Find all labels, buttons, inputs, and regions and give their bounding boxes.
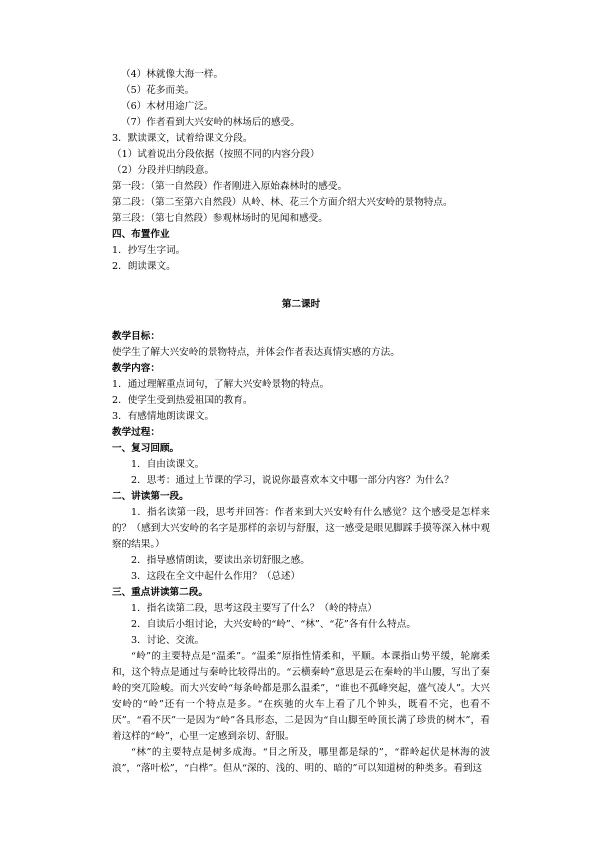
- text-line: 2．自读后小组讨论，大兴安岭的“岭”、“林”、“花”各有什么特点。: [131, 619, 416, 630]
- section-heading: 教学目标：: [112, 331, 160, 342]
- lesson-title: 第二课时: [281, 299, 321, 310]
- document-body: [112, 67, 490, 777]
- text-line: 2．思考：通过上节课的学习，说说你最喜欢本文中哪一部分内容？为什么？: [131, 475, 454, 486]
- paragraph: “林”的主要特点是树多成海。“目之所及，哪里都是绿的”，“群岭起伏是林海的波浪”，“落叶松”，“白桦”。但从“深的、浅的、明的、暗的”可以知道树的种类多。看到这: [112, 747, 490, 774]
- section-heading: 三、重点讲读第二段。: [112, 587, 208, 598]
- text-line: （7）作者看到大兴安岭的林场后的感受。: [121, 117, 300, 128]
- text-line: （5）花多而美。: [121, 85, 195, 96]
- section-heading: 教学内容：: [112, 363, 160, 374]
- text-line: 2．朗读课文。: [112, 261, 176, 272]
- text-line: 2．使学生受到热爱祖国的教育。: [112, 395, 253, 406]
- text-line: （1）试着说出分段依据（按照不同的内容分段）: [112, 149, 320, 160]
- text-line: 第二段：（第二至第六自然段）从岭、林、花三个方面介绍大兴安岭的景物特点。: [112, 197, 453, 208]
- text-line: （2）分段并归纳段意。: [112, 165, 215, 176]
- text-line: （6）木材用途广泛。: [121, 101, 214, 112]
- section-heading: 教学过程：: [112, 427, 160, 438]
- section-heading: 二、讲读第一段。: [112, 491, 189, 502]
- text-line: 3．默读课文，试着给课文分段。: [112, 133, 253, 144]
- text-line: 3．讨论、交流。: [131, 635, 205, 646]
- paragraph: “岭”的主要特点是“温柔”。“温柔”原指性情柔和，平顺。本课指山势平缓，轮廓柔和，这个特点是通过与秦岭比较得出的。“云横秦岭”意思是云在秦岭的半山腰，写出了秦岭的突兀险峻。而大兴安岭“每条岭都是那么温柔”，“谁也不孤峰突起，盛气凌人”。大兴安岭的“岭”还有一个特点是多。“在疾驰的火车上看了几个钟头，既看不完，也看不厌”。“看不厌”一是因为“岭”各具形态，二是因为“自山脚至岭顶长满了珍贵的树木”，看着这样的“岭”，心里一定感到亲切、舒服。: [112, 651, 490, 742]
- text-line: 3．有感情地朗读课文。: [112, 411, 215, 422]
- text-line: 使学生了解大兴安岭的景物特点，并体会作者表达真情实感的方法。: [112, 347, 400, 358]
- text-line: 3．这段在全文中起什么作用？（总述）: [131, 571, 301, 582]
- section-heading: 一、复习回顾。: [112, 443, 180, 454]
- text-line: （4）林就像大海一样。: [121, 69, 224, 80]
- text-line: 1．指名读第二段，思考这段主要写了什么？（岭的特点）: [131, 603, 377, 614]
- text-line: 1．抄写生字词。: [112, 245, 186, 256]
- text-line: 1．自由读课文。: [131, 459, 205, 470]
- section-heading: 四、布置作业: [112, 229, 170, 240]
- paragraph: 1．指名读第一段，思考并回答：作者来到大兴安岭有什么感觉？这个感受是怎样来的？（感到大兴安岭的名字是那样的亲切与舒服，这一感受是眼见脚踩手摸等深入林中观察的结果。）: [112, 507, 490, 550]
- text-line: 2．指导感情朗读，要读出亲切舒服之感。: [131, 555, 310, 566]
- text-line: 第三段：（第七自然段）参观林场时的见闻和感受。: [112, 213, 328, 224]
- text-line: 第一段：（第一自然段）作者刚进入原始森林时的感受。: [112, 181, 348, 192]
- text-line: 1．通过理解重点词句，了解大兴安岭景物的特点。: [112, 379, 330, 390]
